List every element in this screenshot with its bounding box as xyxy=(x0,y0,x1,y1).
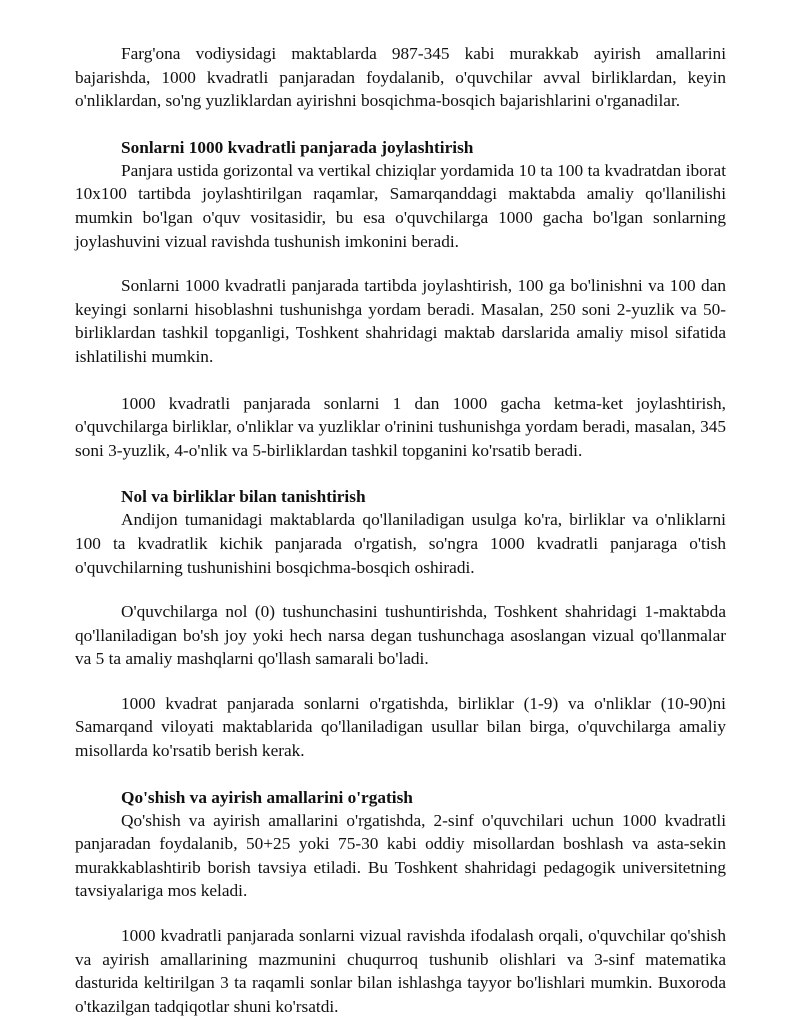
section-heading-1: Sonlarni 1000 kvadratli panjarada joylashtirish xyxy=(121,137,474,157)
paragraph-6: O'quvchilarga nol (0) tushunchasini tushuntirishda, Toshkent shahridagi 1-maktabda qo'llaniladigan bo'sh joy yoki hech narsa degan tushunchaga asoslangan vizual qo'llanmalar va 5 ta amaliy mashqlarni qo'llash samarali bo'ladi. xyxy=(75,602,726,669)
paragraph-2: Panjara ustida gorizontal va vertikal chiziqlar yordamida 10 ta 100 ta kvadratdan iborat 10x100 tartibda joylashtirilgan raqamlar, Samarqanddagi maktabda amaliy qo'llanilishi mumkin bo'lgan o'quv vositasidir, bu esa o'quvchilarga 1000 gacha bo'lgan sonlarning joylashuvini vizual ravishda tushunish imkonini beradi. xyxy=(75,160,726,251)
document-page xyxy=(75,42,726,1018)
paragraph-5: Andijon tumanidagi maktablarda qo'llaniladigan usulga ko'ra, birliklar va o'nliklarni 100 ta kvadratlik kichik panjarada o'rgatish, so'ngra 1000 kvadratli panjaraga o'tish o'quvchilarning tushunishini bosqichma-bosqich oshiradi. xyxy=(75,510,726,577)
paragraph-4: 1000 kvadratli panjarada sonlarni 1 dan 1000 gacha ketma-ket joylashtirish, o'quvchilarga birliklar, o'nliklar va yuzliklar o'rinini tushunishga yordam beradi, masalan, 345 soni 3-yuzlik, 4-o'nlik va 5-birliklardan tashkil topganini ko'rsatib beradi. xyxy=(75,393,726,460)
section-heading-3: Qo'shish va ayirish amallarini o'rgatish xyxy=(121,787,413,807)
paragraph-1: Farg'ona vodiysidagi maktablarda 987-345 kabi murakkab ayirish amallarini bajarishda, 1000 kvadratli panjaradan foydalanib, o'quvchilar avval birliklardan, keyin o'nliklardan, so'ng yuzliklardan ayirishni bosqichma-bosqich bajarishlarini o'rganadilar. xyxy=(75,44,726,111)
section-heading-2: Nol va birliklar bilan tanishtirish xyxy=(121,487,366,507)
paragraph-7: 1000 kvadrat panjarada sonlarni o'rgatishda, birliklar (1-9) va o'nliklar (10-90)ni Samarqand viloyati maktablarida qo'llaniladigan usullar bilan birga, o'quvchilarga amaliy misollarda ko'rsatib berish kerak. xyxy=(75,693,726,761)
paragraph-9: 1000 kvadratli panjarada sonlarni vizual ravishda ifodalash orqali, o'quvchilar qo'shish va ayirish amallarining mazmunini chuqurroq tushunib olishlari va 3-sinf matematika dasturida keltirilgan 3 ta raqamli sonlar bilan ishlashga tayyor bo'lishlari mumkin. Buxoroda o'tkazilgan tadqiqotlar shuni ko'rsatdi. xyxy=(75,926,726,1016)
paragraph-3: Sonlarni 1000 kvadratli panjarada tartibda joylashtirish, 100 ga bo'linishni va 100 dan keyingi sonlarni hisoblashni tushunishga yordam beradi. Masalan, 250 soni 2-yuzlik va 50-birliklardan tashkil topganligi, Toshkent shahridagi maktab darslarida amaliy misol sifatida ishlatilishi mumkin. xyxy=(75,276,726,366)
paragraph-8: Qo'shish va ayirish amallarini o'rgatishda, 2-sinf o'quvchilari uchun 1000 kvadratli panjaradan foydalanib, 50+25 yoki 75-30 kabi oddiy misollardan boshlash va asta-sekin murakkablashtirib borish tavsiya etiladi. Bu Toshkent shahridagi pedagogik universitetning tavsiyalariga mos keladi. xyxy=(75,810,726,901)
